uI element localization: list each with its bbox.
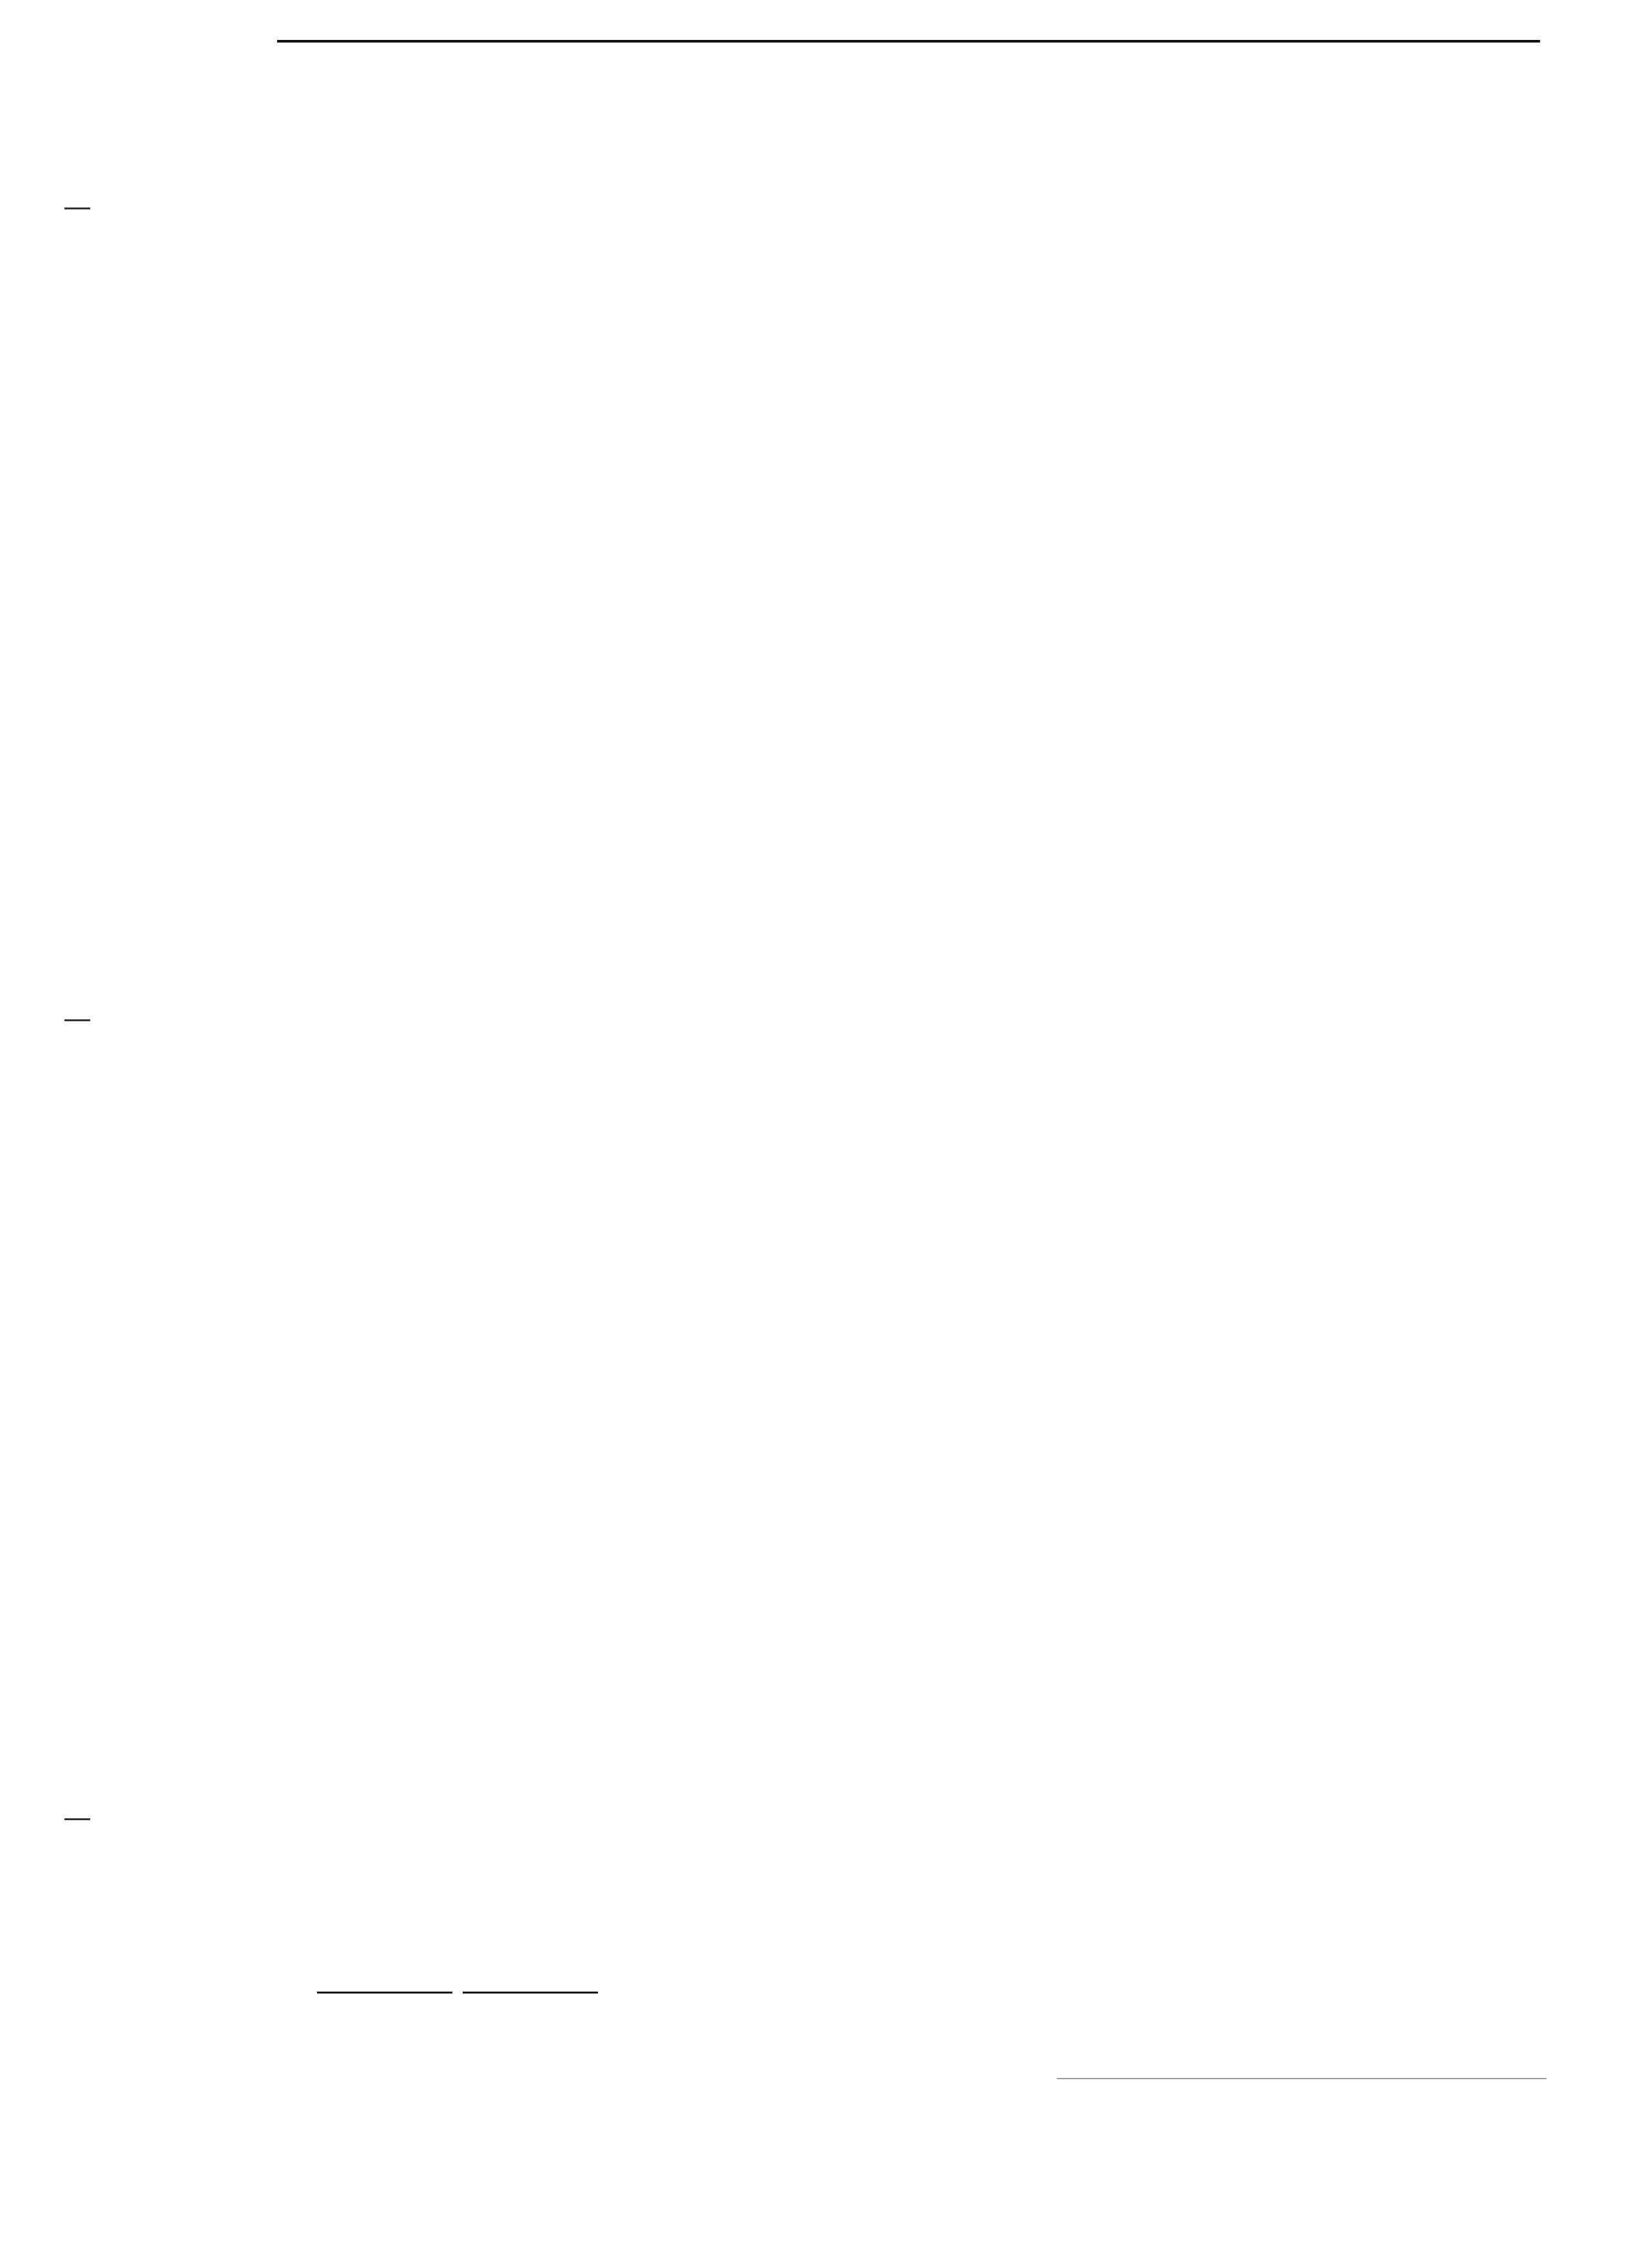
margin-mark: [64, 1818, 90, 1820]
footer-rule-left: [317, 1992, 452, 1994]
bottom-rule: [1057, 2078, 1547, 2079]
footer-rule-right: [463, 1992, 598, 1994]
top-rule: [277, 40, 1540, 43]
margin-mark: [64, 1019, 90, 1021]
copyright-line: [317, 1981, 1541, 2003]
margin-mark: [64, 207, 90, 209]
